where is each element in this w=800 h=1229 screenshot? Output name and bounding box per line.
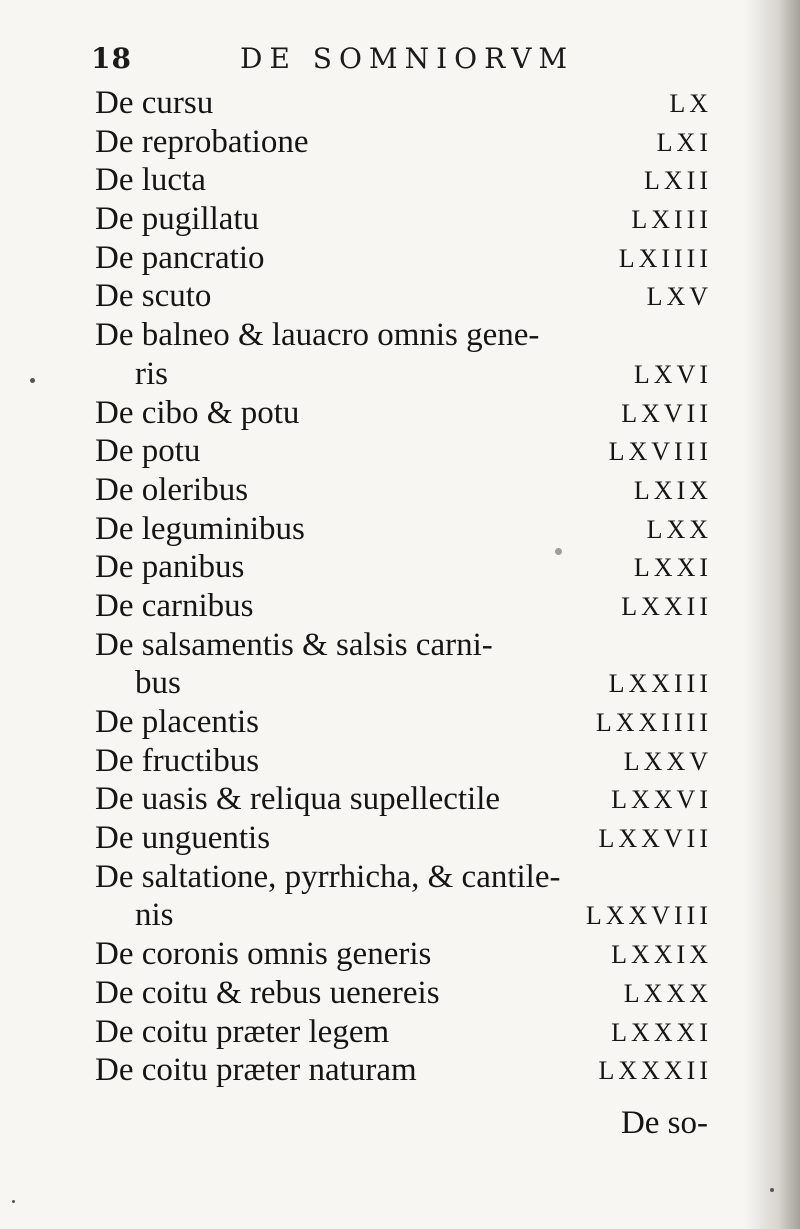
toc-entry (0, 354, 800, 393)
toc-entry (0, 663, 800, 702)
toc-entry (0, 1012, 800, 1051)
toc-entry (0, 238, 800, 277)
entry-numeral: LXXX (623, 978, 712, 1008)
entry-numeral: LXXIX (611, 940, 712, 970)
entry-numeral: LXXVI (611, 785, 712, 815)
entry-title: De reprobatione (95, 123, 309, 160)
toc-entry (0, 199, 800, 238)
entry-numeral: LXIIII (618, 243, 712, 273)
entry-numeral: LXX (646, 514, 712, 544)
entry-title: De placentis (95, 704, 260, 740)
toc-entry (0, 431, 800, 470)
toc-entry (0, 857, 800, 896)
toc-entry (0, 83, 800, 122)
entry-numeral: LXVII (621, 398, 712, 428)
entry-numeral: LXXI (633, 553, 712, 583)
entry-title: De uasis & reliqua supellectile (95, 781, 501, 818)
toc-entry (0, 973, 800, 1012)
entry-title: De salsamentis & salsis carni- (95, 626, 493, 663)
entry-title: De leguminibus (95, 510, 305, 547)
entry-title: De carnibus (95, 587, 254, 624)
entry-numeral: LXXIII (608, 669, 712, 699)
toc-entry (0, 702, 800, 741)
running-title: DE SOMNIORVM (240, 42, 575, 75)
entry-title: De unguentis (95, 820, 271, 857)
entry-title: De pancratio (95, 239, 265, 276)
toc-entry (0, 122, 800, 161)
entry-numeral: LXXVIII (585, 901, 712, 931)
entry-numeral: LXVIII (608, 437, 712, 467)
entry-numeral: LXXXII (598, 1056, 712, 1086)
toc-entry (0, 509, 800, 548)
entry-title: De cibo & potu (95, 394, 300, 431)
entry-numeral: LXVI (633, 359, 712, 389)
toc-entry (0, 276, 800, 315)
toc-entry (0, 741, 800, 780)
entry-numeral: LXI (656, 127, 712, 157)
toc-entry (0, 315, 800, 354)
entry-title: De potu (95, 433, 201, 470)
entry-title: De pugillatu (95, 201, 260, 238)
entry-numeral: LX (669, 89, 712, 118)
entry-title: ris (135, 355, 168, 392)
entry-title: De coronis omnis generis (95, 936, 432, 973)
entry-title: De saltatione, pyrrhicha, & cantile- (95, 858, 561, 895)
toc-entry (0, 818, 800, 857)
toc-entry (0, 393, 800, 432)
page-number: 18 (91, 42, 132, 75)
entry-numeral: LXXVII (598, 824, 712, 854)
entry-title: nis (135, 897, 174, 934)
toc-entry (0, 625, 800, 664)
entry-title: bus (135, 665, 181, 702)
entry-title: De coitu præter naturam (95, 1052, 417, 1089)
entry-numeral: LXXII (621, 591, 712, 621)
entry-title: De fructibus (95, 742, 260, 779)
entry-numeral: LXXV (623, 746, 712, 776)
page-header (0, 40, 800, 80)
toc-entry (0, 160, 800, 199)
entry-title: De panibus (95, 549, 245, 586)
entry-numeral: LXXIIII (595, 708, 712, 737)
entry-numeral: LXV (646, 282, 712, 312)
entry-numeral: LXXXI (611, 1017, 712, 1047)
toc-entry (0, 779, 800, 818)
toc-entry (0, 934, 800, 973)
toc-entry (0, 895, 800, 934)
entry-title: De cursu (95, 85, 214, 121)
entry-title: De lucta (95, 162, 206, 199)
ink-speck (12, 1200, 15, 1203)
toc-entry (0, 586, 800, 625)
entry-title: De coitu præter legem (95, 1013, 390, 1050)
entry-title: De coitu & rebus uenereis (95, 974, 440, 1011)
ink-speck (770, 1188, 774, 1192)
entry-numeral: LXIX (633, 475, 712, 505)
entry-title: De scuto (95, 278, 212, 315)
entry-title: De balneo & lauacro omnis gene- (95, 317, 540, 354)
entry-title: De oleribus (95, 471, 249, 508)
toc-entry (0, 547, 800, 586)
catchword: De so- (620, 1105, 708, 1141)
toc-entry (0, 470, 800, 509)
table-of-contents (0, 83, 800, 1089)
entry-numeral: LXII (644, 166, 712, 196)
toc-entry (0, 1050, 800, 1089)
entry-numeral: LXIII (631, 205, 712, 235)
